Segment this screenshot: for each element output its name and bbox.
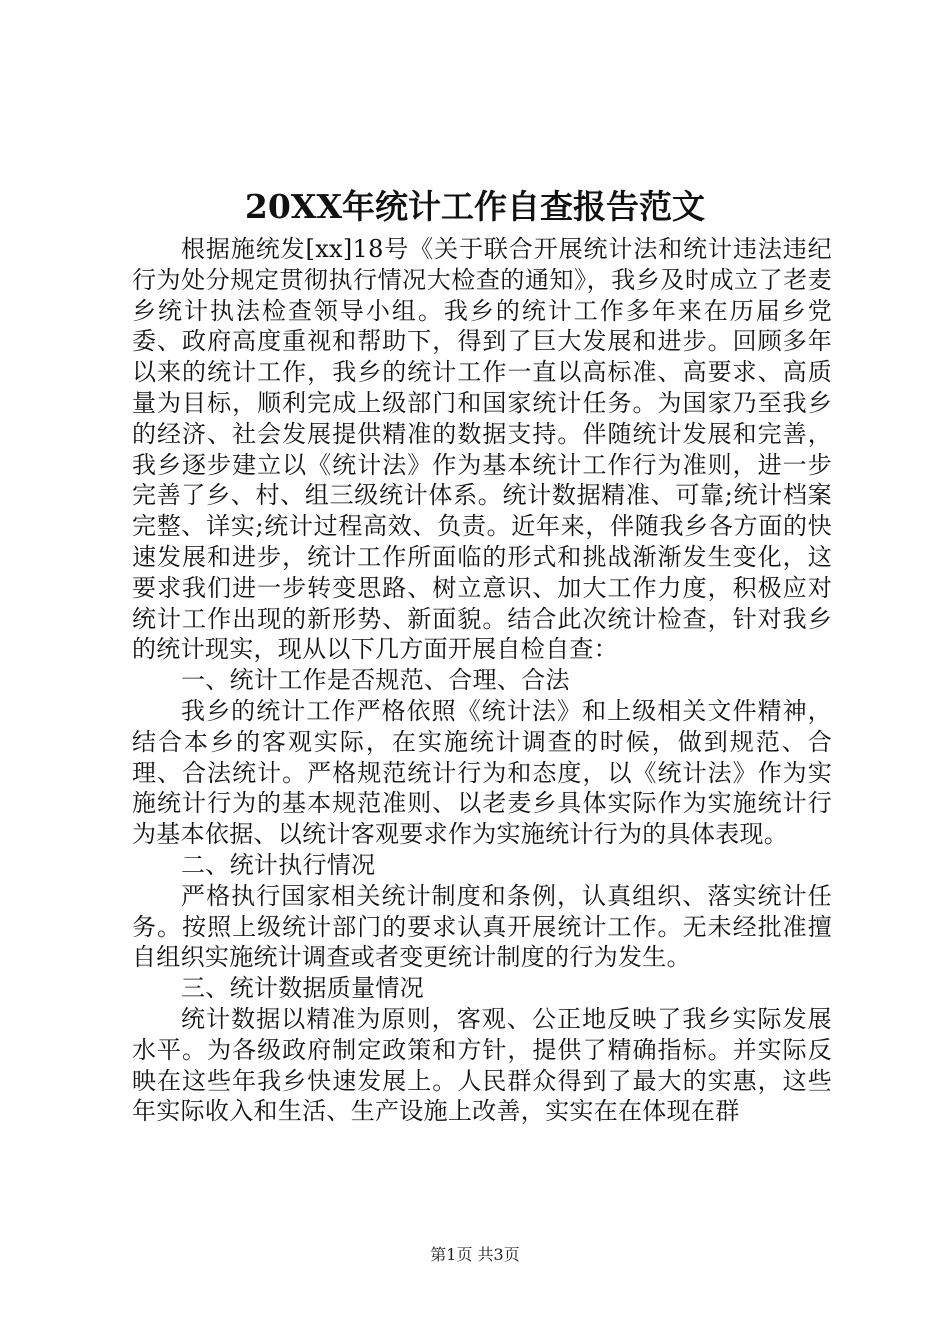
document-title: 20XX年统计工作自查报告范文 (244, 187, 706, 226)
section-heading-3: 三、统计数据质量情况 (181, 974, 424, 1003)
page-number-footer: 第1页 共3页 (430, 1245, 520, 1264)
section-3-paragraph: 统计数据以精准为原则，客观、公正地反映了我乡实际发展水平。为各级政府制定政策和方针，提供了精确指标。并实际反映在这些年我乡快速发展上。人民群众得到了最大的实惠，这些年实际收入和生活、生产设施上改善，实实在在体现在群 (132, 1004, 832, 1126)
intro-paragraph: 根据施统发[xx]18号《关于联合开展统计法和统计违法违纪行为处分规定贯彻执行情况大检查的通知》，我乡及时成立了老麦乡统计执法检查领导小组。我乡的统计工作多年来在历届乡党委、政府高度重视和帮助下，得到了巨大发展和进步。回顾多年以来的统计工作，我乡的统计工作一直以高标准、高要求、高质量为目标，顺利完成上级部门和国家统计任务。为国家乃至我乡的经济、社会发展提供精准的数据支持。伴随统计发展和完善，我乡逐步建立以《统计法》作为基本统计工作行为准则，进一步完善了乡、村、组三级统计体系。统计数据精准、可靠;统计档案完整、详实;统计过程高效、负责。近年来，伴随我乡各方面的快速发展和进步，统计工作所面临的形式和挑战渐渐发生变化，这要求我们进一步转变思路、树立意识、加大工作力度，积极应对统计工作出现的新形势、新面貌。结合此次统计检查，针对我乡的统计现实，现从以下几方面开展自检自查： (132, 235, 832, 664)
document-body (132, 234, 832, 1127)
section-heading-1: 一、统计工作是否规范、合理、合法 (181, 666, 570, 695)
section-heading-2: 二、统计执行情况 (181, 850, 376, 879)
section-1-paragraph: 我乡的统计工作严格依照《统计法》和上级相关文件精神，结合本乡的客观实际，在实施统计调查的时候，做到规范、合理、合法统计。严格规范统计行为和态度，以《统计法》作为实施统计行为的基本规范准则、以老麦乡具体实际作为实施统计行为基本依据、以统计客观要求作为实施统计行为的具体表现。 (132, 696, 832, 849)
section-2-paragraph: 严格执行国家相关统计制度和条例，认真组织、落实统计任务。按照上级统计部门的要求认真开展统计工作。无未经批准擅自组织实施统计调查或者变更统计制度的行为发生。 (132, 881, 832, 972)
